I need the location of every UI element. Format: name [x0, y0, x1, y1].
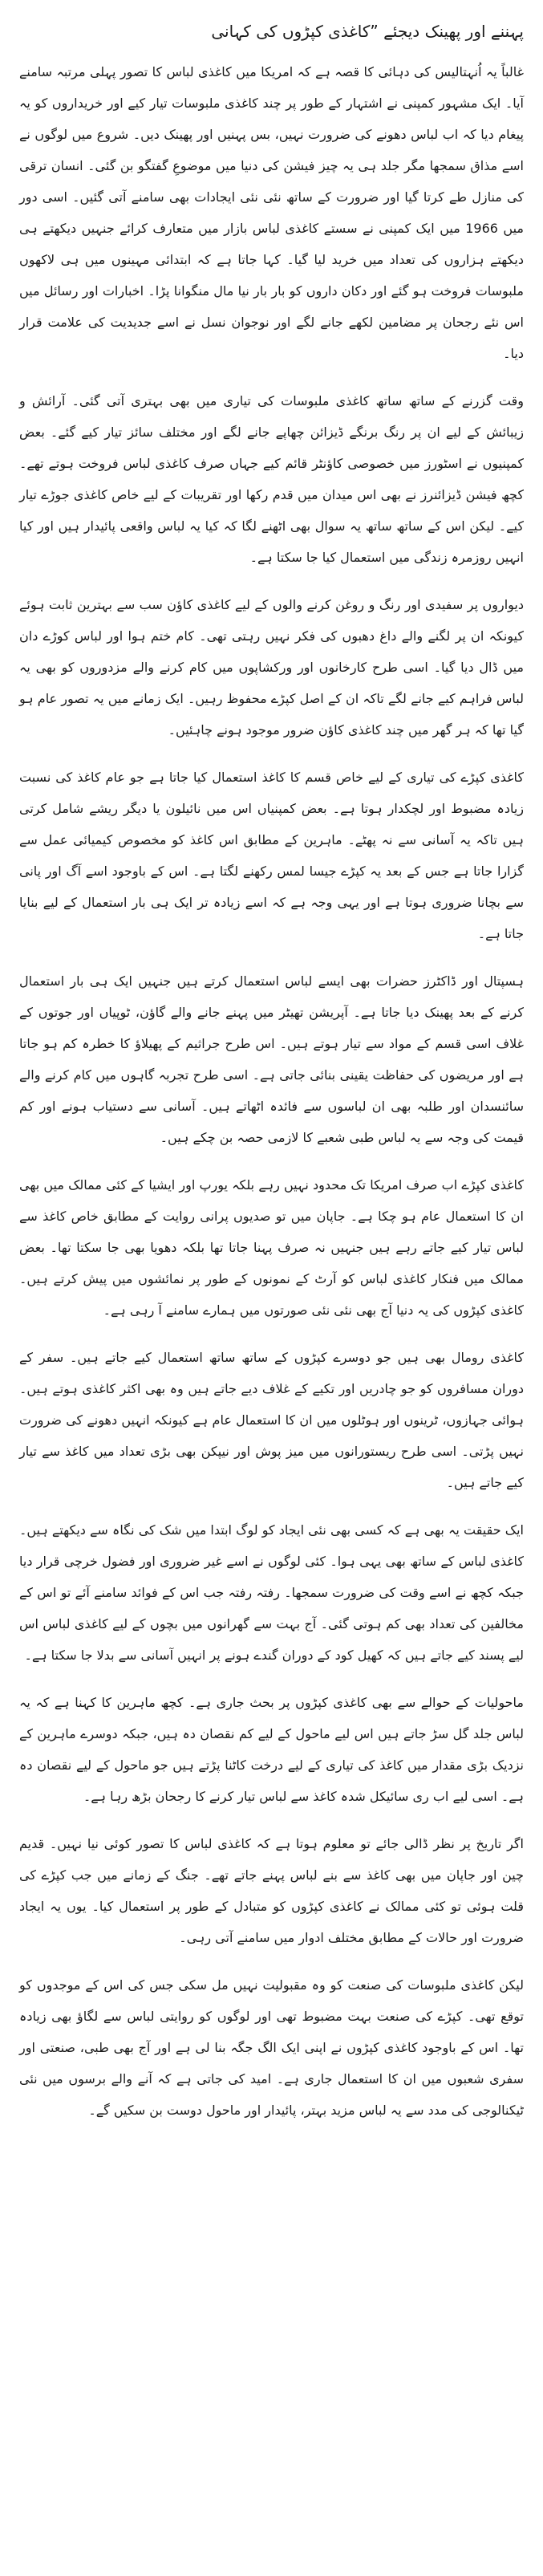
article-paragraph: لیکن کاغذی ملبوسات کی صنعت کو وہ مقبولیت نہیں مل سکی جس کی اس کے موجدوں کو توقع تھی۔ کپڑے کی صنعت بہت مضبوط تھی اور لوگوں کو روایتی لباس سے لگاؤ بھی زیادہ تھا۔ اس کے باوجود کاغذی کپڑوں نے اپنی ایک الگ جگہ بنا لی ہے اور آج بھی طبی، صنعتی اور سفری شعبوں میں ان کا استعمال جاری ہے۔ امید کی جاتی ہے کہ آنے والے برسوں میں نئی ٹیکنالوجی کی مدد سے یہ لباس مزید بہتر، پائیدار اور ماحول دوست بن سکیں گے۔ [19, 1977, 524, 2118]
article-paragraph: وقت گزرنے کے ساتھ ساتھ کاغذی ملبوسات کی تیاری میں بھی بہتری آتی گئی۔ آرائش و زیبائش کے لیے ان پر رنگ برنگے ڈیزائن چھاپے جانے لگے اور مختلف سائز تیار کیے گئے۔ بعض کمپنیوں نے اسٹورز میں خصوصی کاؤنٹر قائم کیے جہاں صرف کاغذی لباس فروخت ہوتے تھے۔ کچھ فیشن ڈیزائنرز نے بھی اس میدان میں قدم رکھا اور تقریبات کے لیے خاص کاغذی جوڑے تیار کیے۔ لیکن اس کے ساتھ ساتھ یہ سوال بھی اٹھنے لگا کہ کیا یہ لباس واقعی پائیدار ہیں اور کیا انہیں روزمرہ زندگی میں استعمال کیا جا سکتا ہے۔ [19, 393, 524, 565]
article-paragraph: ایک حقیقت یہ بھی ہے کہ کسی بھی نئی ایجاد کو لوگ ابتدا میں شک کی نگاہ سے دیکھتے ہیں۔ کاغذی لباس کے ساتھ بھی یہی ہوا۔ کئی لوگوں نے اسے غیر ضروری اور فضول خرچی قرار دیا جبکہ کچھ نے اسے وقت کی ضرورت سمجھا۔ رفتہ رفتہ جب اس کے فوائد سامنے آئے تو اس کے مخالفین کی تعداد بھی کم ہوتی گئی۔ آج بہت سے گھرانوں میں بچوں کے لیے کاغذی لباس اس لیے پسند کیے جاتے ہیں کہ کھیل کود کے دوران گندے ہونے پر انہیں آسانی سے بدلا جا سکتا ہے۔ [19, 1522, 524, 1663]
article-paragraph: دیواروں پر سفیدی اور رنگ و روغن کرنے والوں کے لیے کاغذی کاؤن سب سے بہترین ثابت ہوئے کیونکہ ان پر لگنے والے داغ دھبوں کی فکر نہیں رہتی تھی۔ کام ختم ہوا اور لباس کوڑے دان میں ڈال دیا گیا۔ اسی طرح کارخانوں اور ورکشاپوں میں کام کرنے والے مزدوروں کو بھی یہ لباس فراہم کیے جانے لگے تاکہ ان کے اصل کپڑے محفوظ رہیں۔ ایک زمانے میں یہ تصور عام ہو گیا تھا کہ ہر گھر میں چند کاغذی کاؤن ضرور موجود ہونے چاہئیں۔ [19, 597, 524, 737]
article-paragraph: کاغذی رومال بھی ہیں جو دوسرے کپڑوں کے ساتھ ساتھ استعمال کیے جاتے ہیں۔ سفر کے دوران مسافروں کو جو چادریں اور تکیے کے غلاف دیے جاتے ہیں وہ بھی اکثر کاغذی ہوتے ہیں۔ ہوائی جہازوں، ٹرینوں اور ہوٹلوں میں ان کا استعمال عام ہے کیونکہ انہیں دھونے کی ضرورت نہیں پڑتی۔ اسی طرح ریستورانوں میں میز پوش اور نیپکن بھی بڑی تعداد میں کاغذ سے تیار کیے جاتے ہیں۔ [19, 1350, 524, 1490]
article-paragraph: کاغذی کپڑے کی تیاری کے لیے خاص قسم کا کاغذ استعمال کیا جاتا ہے جو عام کاغذ کی نسبت زیادہ مضبوط اور لچکدار ہوتا ہے۔ بعض کمپنیاں اس میں نائیلون یا دیگر ریشے شامل کرتی ہیں تاکہ یہ آسانی سے نہ پھٹے۔ ماہرین کے مطابق اس کاغذ کو مخصوص کیمیائی عمل سے گزارا جاتا ہے جس کے بعد یہ کپڑے جیسا لمس رکھنے لگتا ہے۔ اس کے باوجود اسے آگ اور پانی سے بچانا ضروری ہوتا ہے اور یہی وجہ ہے کہ اسے زیادہ تر ایک ہی بار استعمال کے لیے بنایا جاتا ہے۔ [19, 770, 524, 941]
article-paragraph: کاغذی کپڑے اب صرف امریکا تک محدود نہیں رہے بلکہ یورپ اور ایشیا کے کئی ممالک میں بھی ان کا استعمال عام ہو چکا ہے۔ جاپان میں تو صدیوں پرانی روایت کے مطابق خاص کاغذ سے لباس تیار کیے جاتے رہے ہیں جنہیں نہ صرف پہنا جاتا تھا بلکہ دھویا بھی جا سکتا تھا۔ بعض ممالک میں فنکار کاغذی لباس کو آرٹ کے نمونوں کے طور پر نمائشوں میں پیش کرتے ہیں۔ کاغذی کپڑوں کی یہ دنیا آج بھی نئی نئی صورتوں میں ہمارے سامنے آ رہی ہے۔ [19, 1177, 524, 1318]
article-paragraph: ماحولیات کے حوالے سے بھی کاغذی کپڑوں پر بحث جاری ہے۔ کچھ ماہرین کا کہنا ہے کہ یہ لباس جلد گل سڑ جاتے ہیں اس لیے ماحول کے لیے کم نقصان دہ ہیں، جبکہ دوسرے ماہرین کے نزدیک بڑی مقدار میں کاغذ کی تیاری کے لیے درخت کاٹنا پڑتے ہیں جو ماحول کے لیے نقصان دہ ہے۔ اسی لیے اب ری سائیکل شدہ کاغذ سے لباس تیار کرنے کا رجحان بڑھ رہا ہے۔ [19, 1695, 524, 1804]
article-paragraph: غالباً یہ اُنہتالیس کی دہائی کا قصہ ہے کہ امریکا میں کاغذی لباس کا تصور پہلی مرتبہ سامنے آیا۔ ایک مشہور کمپنی نے اشتہار کے طور پر چند کاغذی ملبوسات تیار کیے اور خریداروں کو یہ پیغام دیا کہ اب لباس دھونے کی ضرورت نہیں، بس پہنیں اور پھینک دیں۔ شروع میں لوگوں نے اسے مذاق سمجھا مگر جلد ہی یہ چیز فیشن کی دنیا میں موضوعِ گفتگو بن گئی۔ انسان ترقی کی منازل طے کرتا گیا اور ضرورت کے ساتھ نئی نئی ایجادات بھی سامنے آتی گئیں۔ اسی دور میں 1966 میں ایک کمپنی نے سستے کاغذی لباس بازار میں متعارف کرائے جنہیں دیکھتے ہی دیکھتے ہزاروں کی تعداد میں خرید لیا گیا۔ کہا جاتا ہے کہ ابتدائی مہینوں میں ہی لاکھوں ملبوسات فروخت ہو گئے اور دکان داروں کو بار بار نیا مال منگوانا پڑا۔ اخبارات اور رسائل میں اس نئے رجحان پر مضامین لکھے جانے لگے اور نوجوان نسل نے اسے جدیدیت کی علامت قرار دیا۔ [19, 64, 525, 361]
article-title: پہننے اور پھینک دیجئے ”کاغذی کپڑوں کی کہانی [211, 22, 524, 41]
article-paragraph: ہسپتال اور ڈاکٹرز حضرات بھی ایسے لباس استعمال کرتے ہیں جنہیں ایک ہی بار استعمال کرنے کے بعد پھینک دیا جاتا ہے۔ آپریشن تھیٹر میں پہنے جانے والے گاؤن، ٹوپیاں اور جوتوں کے غلاف اسی قسم کے مواد سے تیار ہوتے ہیں۔ اس طرح جراثیم کے پھیلاؤ کا خطرہ کم ہو جاتا ہے اور مریضوں کی حفاظت یقینی بنائی جاتی ہے۔ اسی طرح تجربہ گاہوں میں کام کرنے والے سائنسدان اور طلبہ بھی ان لباسوں سے فائدہ اٹھاتے ہیں۔ آسانی سے دستیاب ہونے اور کم قیمت کی وجہ سے یہ لباس طبی شعبے کا لازمی حصہ بن چکے ہیں۔ [19, 973, 524, 1145]
article-paragraph: اگر تاریخ پر نظر ڈالی جائے تو معلوم ہوتا ہے کہ کاغذی لباس کا تصور کوئی نیا نہیں۔ قدیم چین اور جاپان میں بھی کاغذ سے بنے لباس پہنے جاتے تھے۔ جنگ کے زمانے میں جب کپڑے کی قلت ہوئی تو کئی ممالک نے کاغذی کپڑوں کو متبادل کے طور پر استعمال کیا۔ یوں یہ ایجاد ضرورت اور حالات کے مطابق مختلف ادوار میں سامنے آتی رہی۔ [19, 1836, 524, 1945]
